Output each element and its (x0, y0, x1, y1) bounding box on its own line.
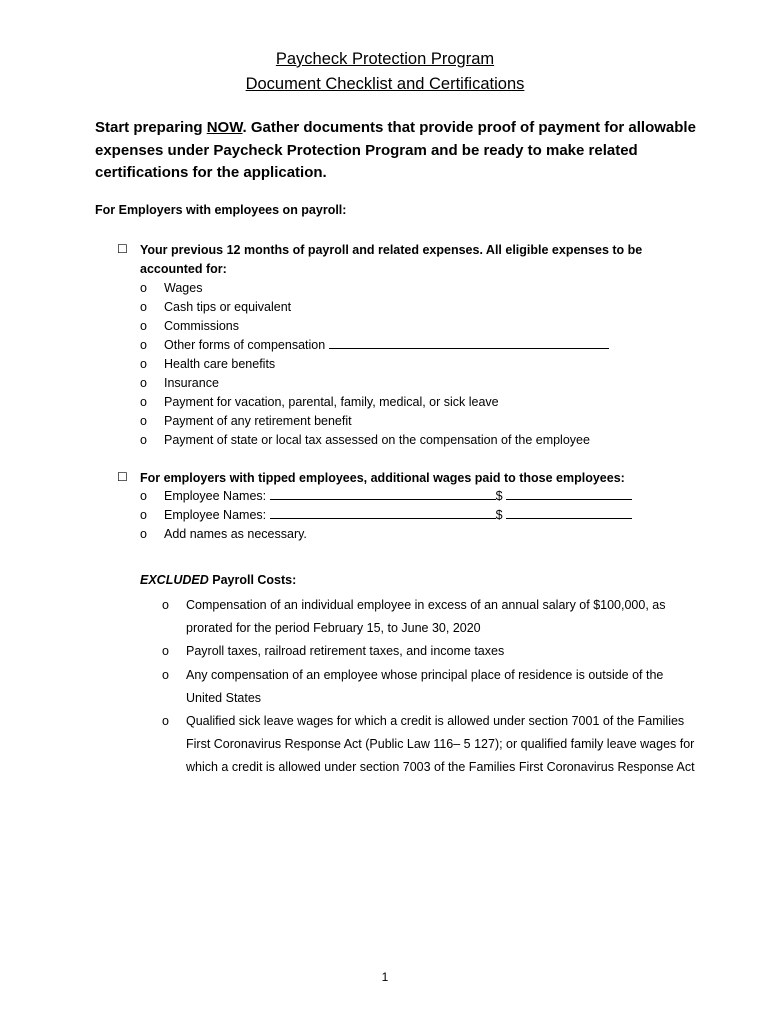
bullet-icon: o (140, 281, 147, 295)
list-item: o Payment of any retirement benefit (140, 412, 609, 431)
payroll-subitems (140, 279, 609, 450)
bullet-icon: o (162, 667, 169, 682)
list-item: o Employee Names: $ (140, 506, 632, 525)
page-number: 1 (381, 970, 389, 984)
checkbox-payroll[interactable]: ☐ (117, 242, 128, 256)
employee-name-blank[interactable] (270, 506, 496, 519)
bullet-icon: o (140, 357, 147, 371)
list-item: o Add names as necessary. (140, 525, 632, 544)
list-item: o Wages (140, 279, 609, 298)
page-subtitle: Document Checklist and Certifications (245, 75, 525, 93)
bullet-icon: o (140, 300, 147, 314)
list-item: o Insurance (140, 374, 609, 393)
bullet-icon: o (140, 319, 147, 333)
bullet-icon: o (140, 338, 147, 352)
checkbox-tipped[interactable]: ☐ (117, 470, 128, 484)
list-item: o Qualified sick leave wages for which a credit is allowed under section 7001 of the Families First Coronavirus Response Act (Public Law 116– 5 127); or qualified family leave wages for which a credit is allowed under section 7003 of the Families First Coronavirus Response Act (162, 710, 702, 780)
bullet-icon: o (162, 714, 169, 729)
intro-paragraph (95, 117, 715, 185)
intro-suffix: . Gather documents that provide proof of payment for allowable expenses under Paycheck Protection Program and be ready to make related certifications for the application. (95, 119, 696, 181)
intro-prefix: Start preparing (95, 119, 207, 136)
employee-name-blank[interactable] (270, 487, 496, 500)
excluded-list (162, 594, 702, 780)
bullet-icon: o (162, 644, 169, 659)
section-label: For Employers with employees on payroll: (95, 203, 347, 217)
intro-emphasis: NOW (206, 119, 243, 136)
bullet-icon: o (140, 376, 147, 390)
bullet-icon: o (140, 395, 147, 409)
bullet-icon: o (140, 527, 147, 541)
bullet-icon: o (140, 414, 147, 428)
list-item: o Health care benefits (140, 355, 609, 374)
amount-blank[interactable] (506, 487, 632, 500)
excluded-word: EXCLUDED (140, 573, 209, 587)
checklist-item-tipped: For employers with tipped employees, additional wages paid to those employees: (140, 471, 625, 485)
list-item: o Commissions (140, 317, 609, 336)
bullet-icon: o (162, 598, 169, 612)
list-item: o Payment of state or local tax assessed on the compensation of the employee (140, 431, 609, 450)
amount-blank[interactable] (506, 506, 632, 519)
bullet-icon: o (140, 489, 147, 503)
list-item: o Cash tips or equivalent (140, 298, 609, 317)
other-compensation-blank[interactable] (329, 336, 609, 349)
checklist-item-payroll: Your previous 12 months of payroll and related expenses. All eligible expenses to be accounted for: (140, 243, 643, 276)
list-item: o Employee Names: $ (140, 487, 632, 506)
page-title: Paycheck Protection Program (275, 50, 495, 68)
tipped-subitems (140, 487, 632, 544)
excluded-heading: EXCLUDED Payroll Costs: (140, 573, 297, 587)
list-item: o Any compensation of an employee whose principal place of residence is outside of the United States (162, 664, 702, 710)
list-item: o Compensation of an individual employee in excess of an annual salary of $100,000, as prorated for the period February 15, to June 30, 2020 (162, 594, 702, 640)
bullet-icon: o (140, 508, 147, 522)
list-item: o Other forms of compensation (140, 336, 609, 355)
list-item: o Payment for vacation, parental, family, medical, or sick leave (140, 393, 609, 412)
list-item: o Payroll taxes, railroad retirement taxes, and income taxes (162, 640, 702, 663)
bullet-icon: o (140, 433, 147, 447)
